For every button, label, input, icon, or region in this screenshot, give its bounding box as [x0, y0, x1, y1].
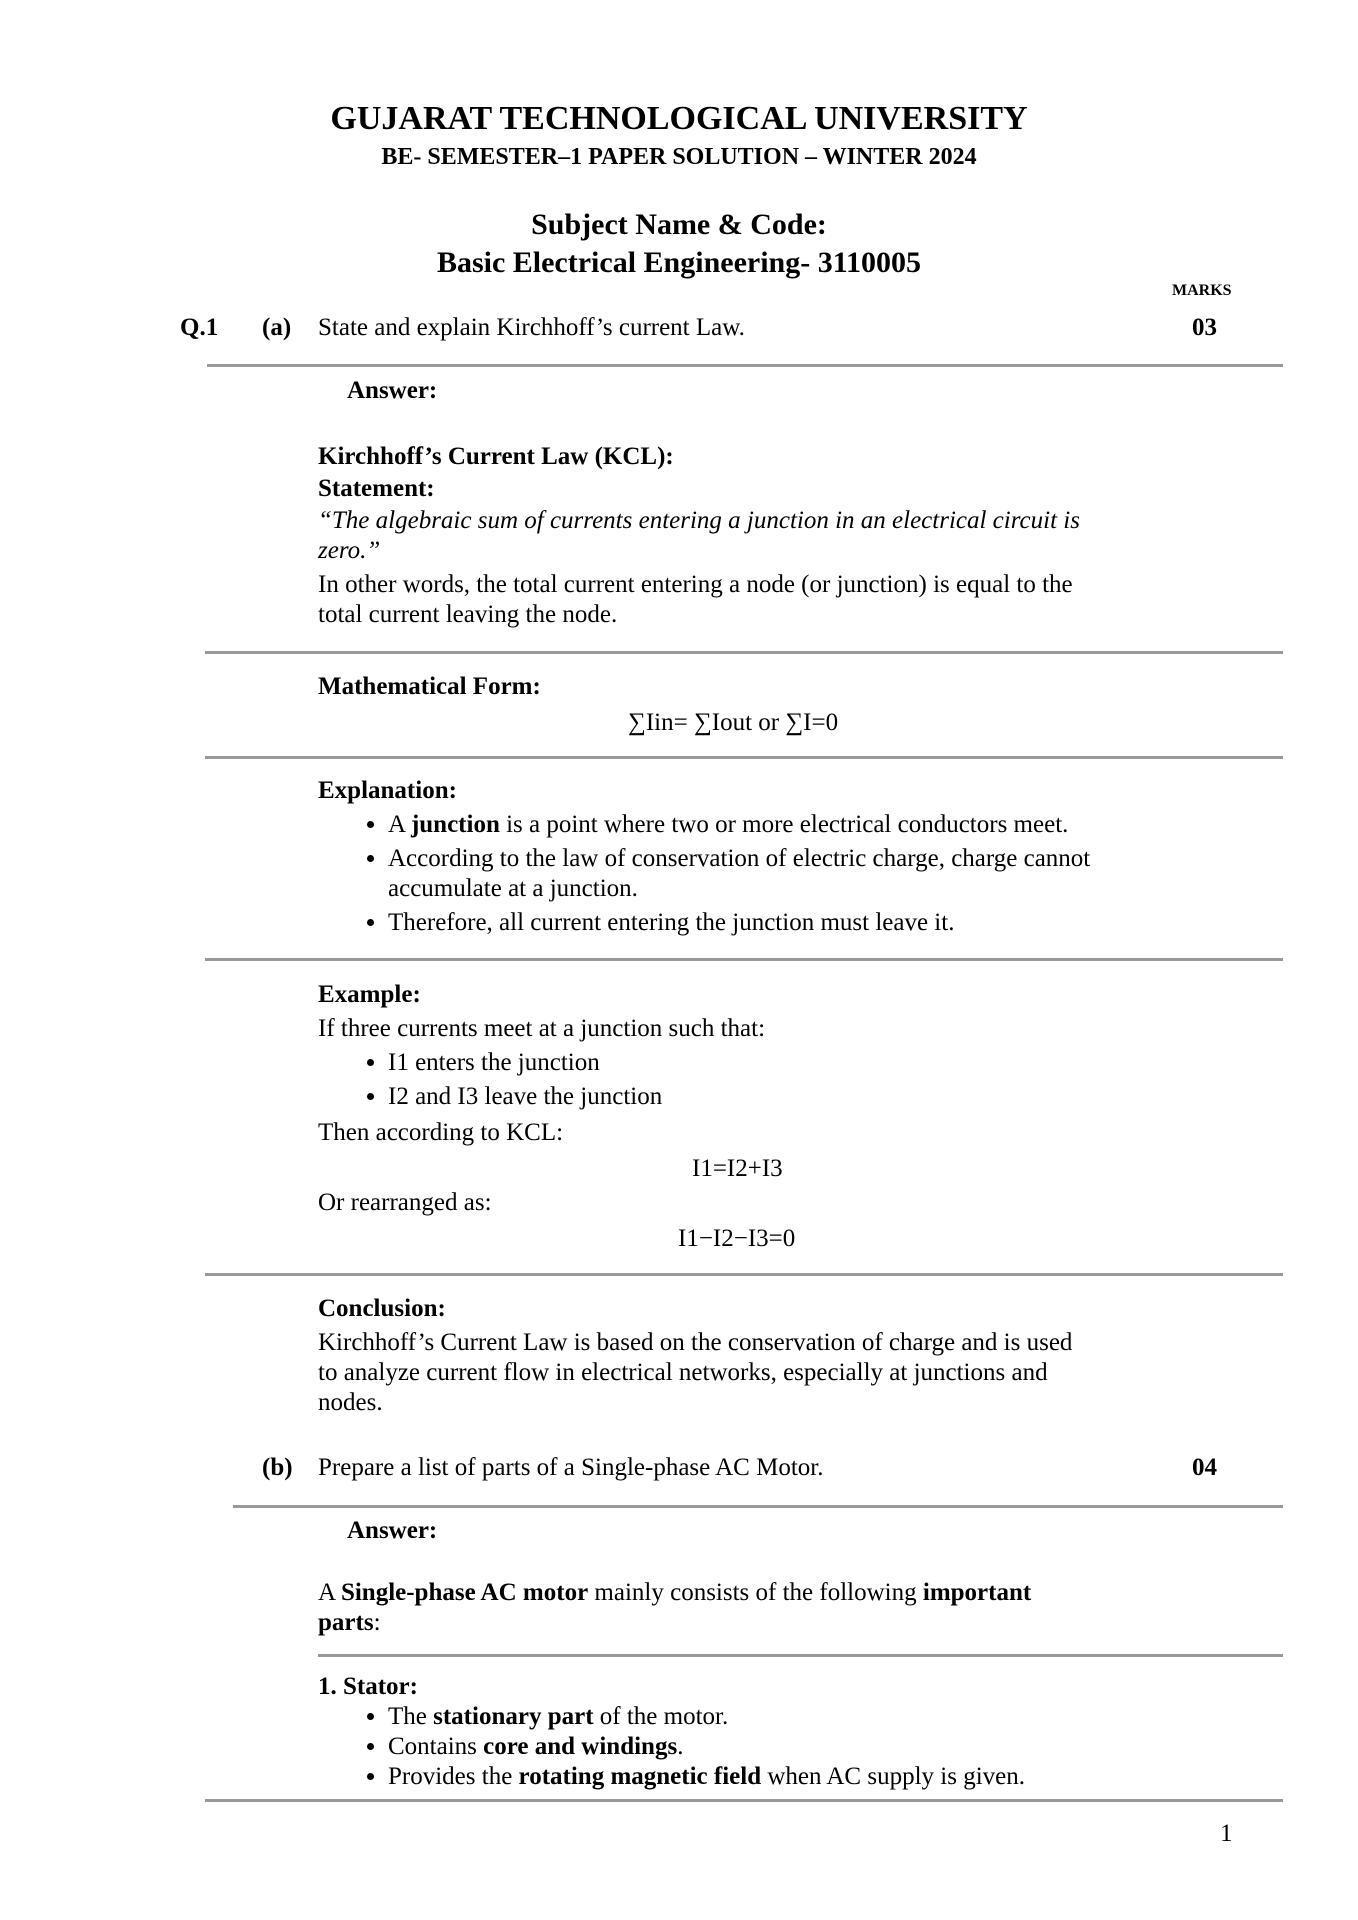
- list-item: • The stationary part of the motor.: [388, 1702, 1025, 1732]
- question-number: Q.1: [180, 314, 219, 341]
- answer-label-b: Answer:: [347, 1517, 438, 1544]
- divider: [205, 1273, 1283, 1276]
- divider: [205, 651, 1283, 654]
- motor-intro-line-1: A Single-phase AC motor mainly consists of the following important: [318, 1579, 1032, 1606]
- math-formula: ∑Iin= ∑Iout or ∑I=0: [628, 709, 839, 736]
- question-b-text: Prepare a list of parts of a Single-phase AC Motor.: [318, 1454, 824, 1481]
- statement-line-1: “The algebraic sum of currents entering a junction in an electrical circuit is: [318, 507, 1080, 534]
- example-heading: Example:: [318, 981, 421, 1008]
- stator-heading: 1. Stator:: [318, 1673, 418, 1700]
- other-words-line-1: In other words, the total current entering a node (or junction) is equal to the: [318, 571, 1073, 598]
- marks-header: MARKS: [1172, 282, 1232, 299]
- stator-list: [318, 1702, 1025, 1792]
- example-then: Then according to KCL:: [318, 1119, 564, 1146]
- list-item: • Provides the rotating magnetic field when AC supply is given.: [388, 1762, 1025, 1792]
- example-list: [318, 1048, 662, 1112]
- motor-intro-line-2: parts:: [318, 1609, 381, 1636]
- kcl-heading: Kirchhoff’s Current Law (KCL):: [318, 443, 674, 470]
- list-item: • I2 and I3 leave the junction: [388, 1082, 662, 1112]
- subject-name: Basic Electrical Engineering- 3110005: [436, 246, 922, 279]
- divider: [205, 958, 1283, 961]
- conclusion-line-2: to analyze current flow in electrical networks, especially at junctions and: [318, 1359, 1048, 1386]
- list-item: • I1 enters the junction: [388, 1048, 662, 1078]
- subquestion-label-a: (a): [262, 314, 292, 341]
- example-intro: If three currents meet at a junction such that:: [318, 1015, 766, 1042]
- conclusion-heading: Conclusion:: [318, 1295, 446, 1322]
- explanation-heading: Explanation:: [318, 777, 457, 804]
- example-equation-1: I1=I2+I3: [692, 1155, 783, 1182]
- example-rearranged: Or rearranged as:: [318, 1189, 492, 1216]
- question-a-marks: 03: [1192, 314, 1217, 341]
- statement-line-2: zero.”: [318, 537, 381, 564]
- example-equation-2: I1−I2−I3=0: [678, 1225, 796, 1252]
- question-a-text: State and explain Kirchhoff’s current Law.: [318, 314, 745, 341]
- list-item: • A junction is a point where two or more electrical conductors meet.: [388, 810, 1090, 840]
- divider: [205, 1799, 1283, 1802]
- math-heading: Mathematical Form:: [318, 673, 541, 700]
- divider: [205, 756, 1283, 759]
- university-title: GUJARAT TECHNOLOGICAL UNIVERSITY: [330, 100, 1028, 137]
- statement-heading: Statement:: [318, 475, 435, 502]
- conclusion-line-1: Kirchhoff’s Current Law is based on the conservation of charge and is used: [318, 1329, 1073, 1356]
- paper-subtitle: BE- SEMESTER–1 PAPER SOLUTION – WINTER 2024: [381, 144, 977, 170]
- conclusion-line-3: nodes.: [318, 1389, 383, 1416]
- divider: [207, 364, 1283, 367]
- page-number: 1: [1220, 1820, 1233, 1847]
- divider: [233, 1505, 1283, 1508]
- divider: [318, 1654, 1283, 1657]
- answer-label-a: Answer:: [347, 377, 438, 404]
- list-item: • According to the law of conservation of electric charge, charge cannot accumulate at a junction.: [388, 844, 1090, 904]
- list-item: • Contains core and windings.: [388, 1732, 1025, 1762]
- question-b-marks: 04: [1192, 1454, 1217, 1481]
- list-item: • Therefore, all current entering the junction must leave it.: [388, 908, 1090, 938]
- other-words-line-2: total current leaving the node.: [318, 601, 618, 628]
- explanation-list: [318, 810, 1090, 938]
- subject-label: Subject Name & Code:: [531, 208, 827, 241]
- subquestion-label-b: (b): [262, 1454, 293, 1481]
